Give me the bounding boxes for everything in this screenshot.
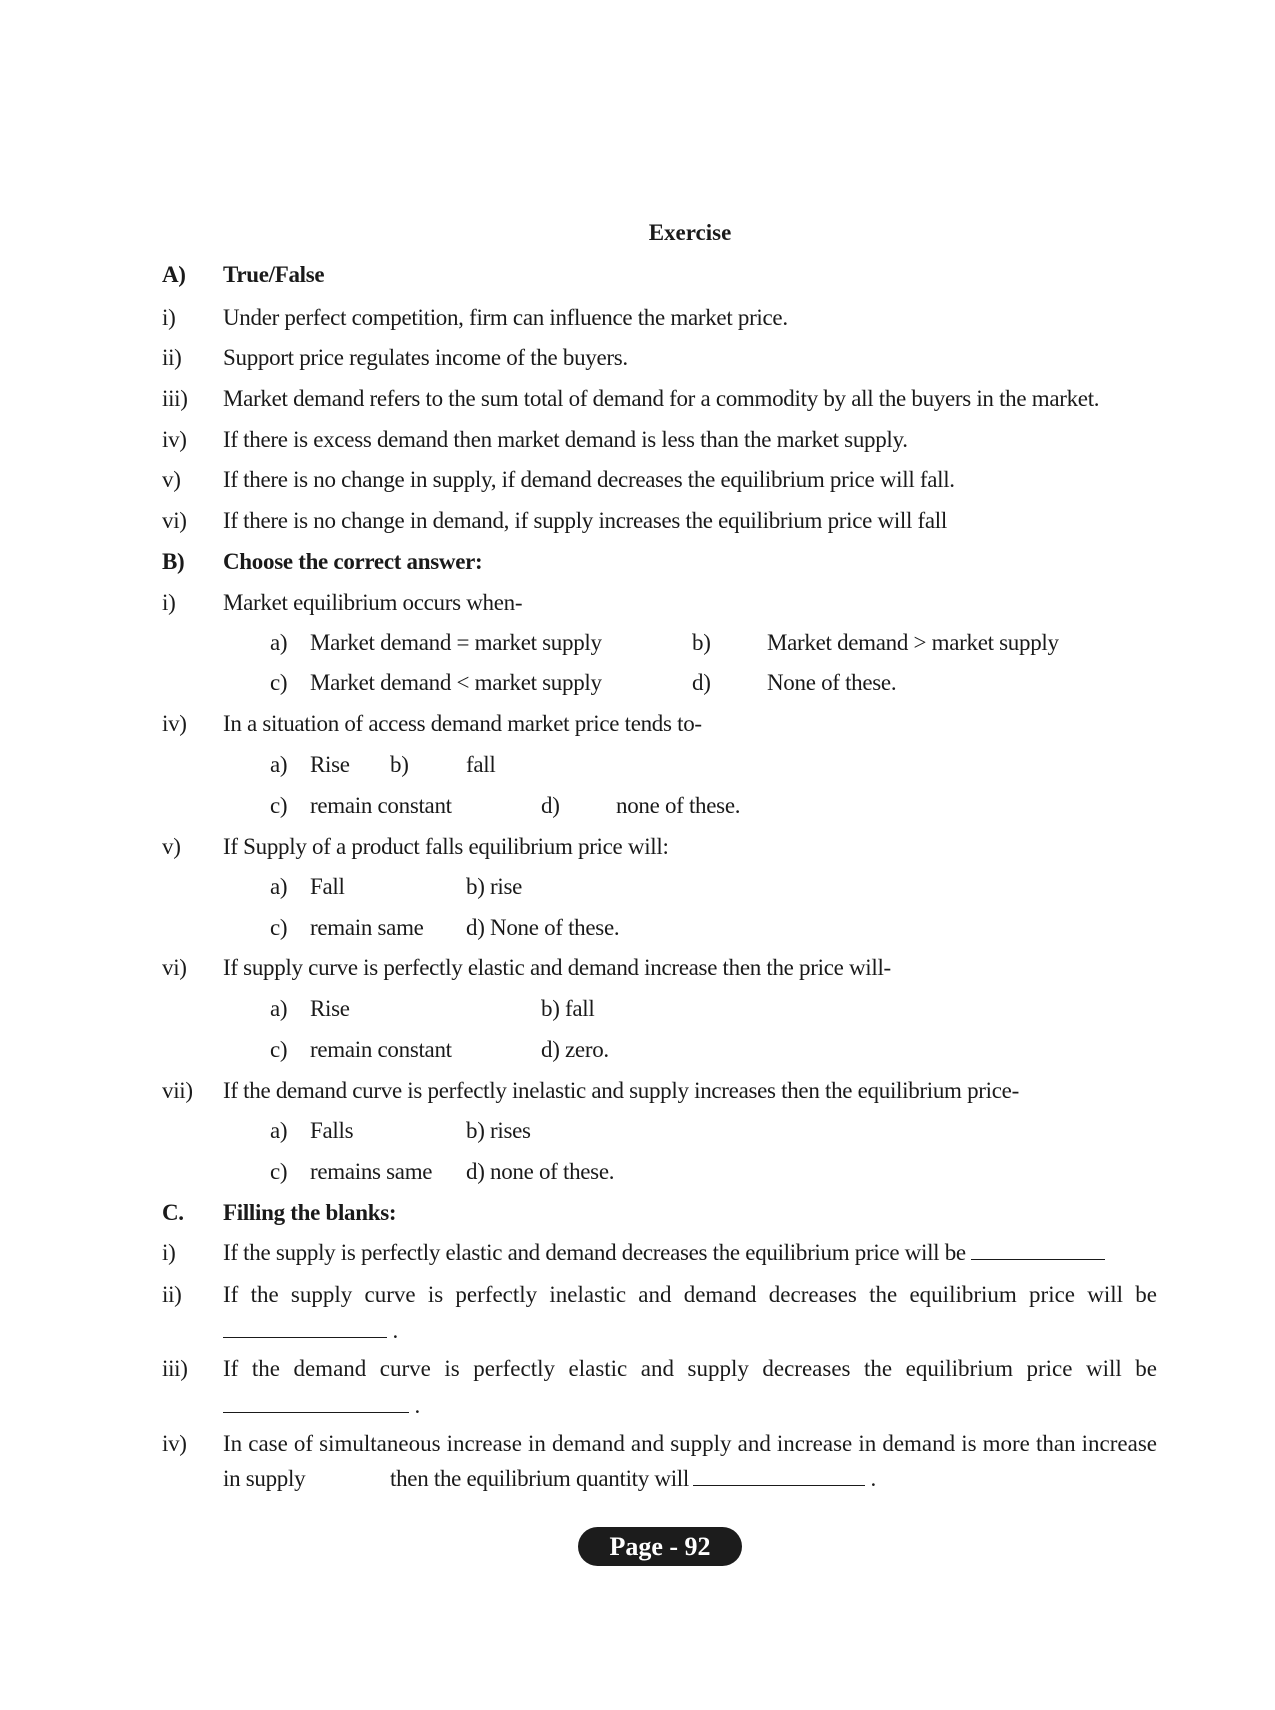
document-page: Exercise A) True/False i) Under perfect competition, firm can influence the market price. ii) Support price regulates income of the buyers. iii) Market demand refers to the sum total of demand for a commodity by all the buyers in the market. iv) If there is excess demand then market demand is less than the market supply. v) If there is no change in supply, if demand decreases the equilibrium price will fall. vi) If there is no change in demand, if supply increases the equilibrium price will fall B) Choose the correct answer: i) Market equilibrium occurs when- a) Market demand = market supply b) Market demand > market supply c) Market demand < market supply d) None of these. iv) In a situation of access demand market price tends to- a) Rise b) fall c) remain constant d) none of these. v) If Supply of a product falls equilibrium price will: a) Fall b) rise c) remain same d) None of these. vi) If supply curve is perfectly elastic and demand increase then the price will- a) Rise b) fall c) remain constant d) zero. vii) If the demand curve is perfectly inelastic and supply increases then the equilibrium price- a) Falls b) rises c) remains same d) none of these. C. Filling the blanks: i) If the supply is perfectly elastic and demand decreases the equilibrium price will be ii) If the supply curve is perfectly inelastic and demand decreases the equilibrium price will be . iii) If the demand curve is perfectly elastic and supply decreases the equilibrium price will be . iv) In case of simultaneous increase in demand and supply and increase in demand is more than increase in supply then the equilibrium quantity will . Page - 92: [0, 0, 1275, 1710]
option: c) remain same: [270, 915, 424, 940]
option: c) remains same: [270, 1159, 433, 1184]
option: Market demand > market supply: [767, 630, 1059, 655]
answer-blank: [223, 1323, 387, 1338]
answer-line: .: [223, 1318, 398, 1344]
option: fall: [466, 752, 496, 777]
option: d): [541, 793, 560, 818]
page-title: Exercise: [648, 220, 732, 245]
answer-blank: [693, 1471, 865, 1486]
option: d) none of these.: [466, 1159, 615, 1184]
option: b) rise: [466, 874, 523, 899]
option: a) Market demand = market supply: [270, 630, 602, 655]
option: d) zero.: [541, 1037, 609, 1062]
list-item-text: If the demand curve is perfectly elastic and supply decreases the equilibrium price will be: [223, 1356, 1157, 1381]
answer-blank: [971, 1245, 1105, 1260]
option: a) Rise: [270, 752, 350, 777]
option: a) Falls: [270, 1118, 354, 1143]
option: c) remain constant: [270, 793, 452, 818]
option: c) Market demand < market supply: [270, 670, 602, 695]
answer-line: in supply: [223, 1466, 306, 1491]
option: d): [692, 670, 711, 695]
page-number-badge: Page - 92: [578, 1527, 742, 1566]
answer-blank: [223, 1398, 409, 1413]
option: None of these.: [767, 670, 897, 695]
answer-line: .: [223, 1393, 420, 1419]
option: b): [692, 630, 711, 655]
option: a) Rise: [270, 996, 350, 1021]
answer-line: then the equilibrium quantity will .: [390, 1466, 876, 1491]
option: b) fall: [541, 996, 595, 1021]
option: none of these.: [616, 793, 741, 818]
option: b) rises: [466, 1118, 531, 1143]
option: b): [390, 752, 409, 777]
option: d) None of these.: [466, 915, 620, 940]
list-item-text: If the supply curve is perfectly inelastic and demand decreases the equilibrium price will be: [223, 1282, 1157, 1307]
list-item-text: In case of simultaneous increase in demand and supply and increase in demand is more than increase: [223, 1431, 1157, 1456]
option: a) Fall: [270, 874, 345, 899]
option: c) remain constant: [270, 1037, 452, 1062]
